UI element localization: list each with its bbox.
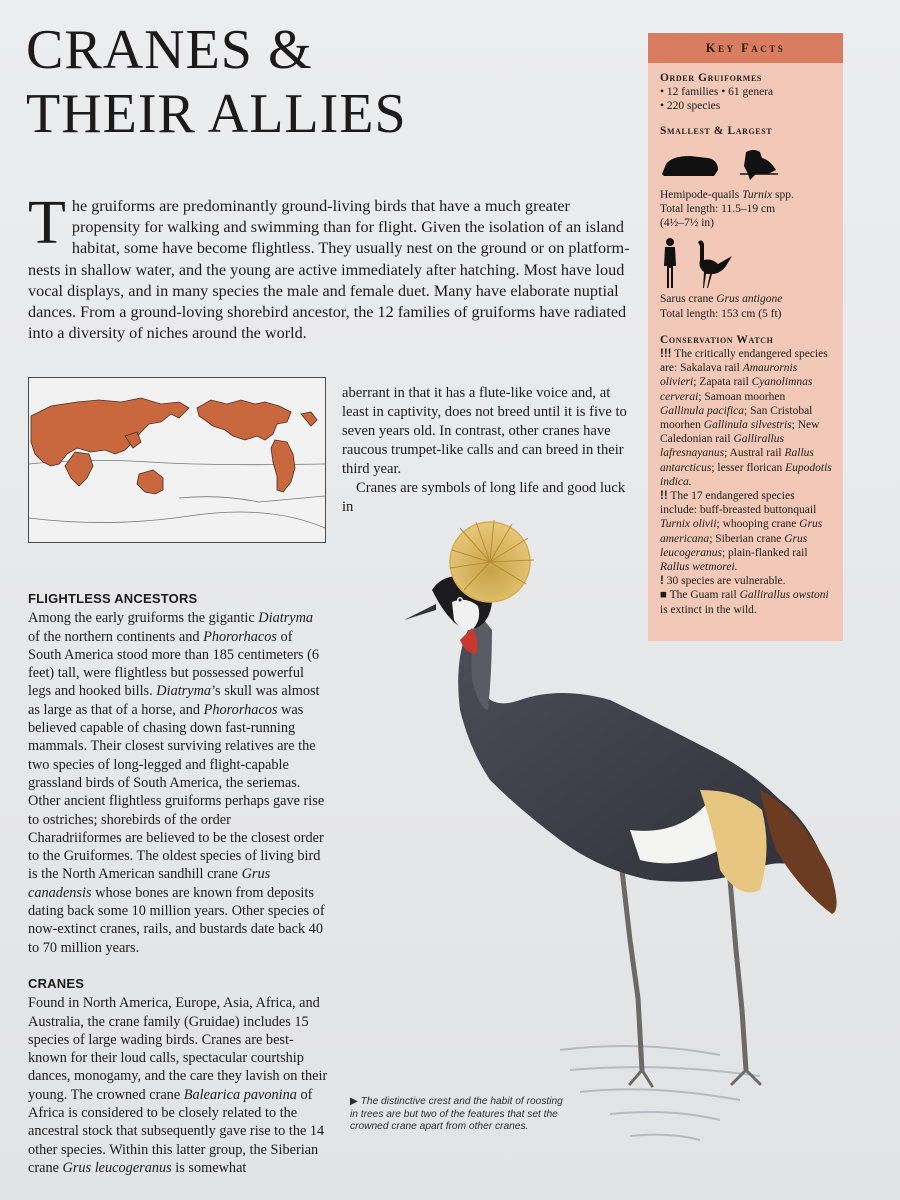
species-name: Balearica pavonina: [183, 1086, 297, 1103]
intro-paragraph: [28, 189, 630, 344]
text-run: of the northern continents and: [28, 628, 204, 645]
text-run: is somewhat: [171, 1159, 247, 1176]
text-run: ; plain-flanked rail: [721, 546, 808, 559]
species-name: Grus canadensis: [28, 866, 271, 901]
text-run: ; lesser florican: [711, 461, 786, 474]
text-run: Among the early gruiforms the gigantic: [28, 610, 259, 627]
species-name: Phororhacos: [203, 628, 277, 645]
smallest-largest-label: Smallest & Largest: [660, 124, 773, 137]
title-line-2: THEIR ALLIES: [26, 83, 407, 145]
page-title: [26, 18, 407, 146]
species-name: Eupodotis indica.: [660, 461, 832, 488]
text-run: ; whooping crane: [716, 518, 800, 531]
text-run: 30 species are vulnerable.: [663, 575, 786, 588]
text-run: Hemipode-quails: [660, 188, 743, 201]
species-name: Rallus antarcticus: [660, 447, 814, 474]
text-run: The Guam rail: [666, 589, 740, 602]
smallest-length: Total length: 11.5–19 cm: [660, 203, 776, 216]
title-line-1: CRANES &: [26, 19, 313, 81]
triangle-pointer-icon: ▶: [350, 1096, 358, 1107]
species-name: Rallus wetmorei.: [660, 561, 738, 574]
species-name: Gallinula silvestris: [703, 419, 792, 432]
text-run: was believed capable of chasing down fast-running mammals. Their closest surviving relatives are the two species of long-legged and flight-capable grassland birds of South America, the seriemas. Other ancient flightless gruiforms perhaps gave rise to ostriches; shorebirds of the order Charadriiformes are believed to be the closest order to the Gruiformes. The oldest species of living bird is the North American sandhill crane: [28, 701, 325, 883]
heading-cranes: CRANES: [28, 975, 85, 991]
species-name: Phororhacos: [203, 701, 278, 718]
species-name: Diatryma: [156, 683, 212, 700]
large-bird-silhouettes: [660, 236, 832, 290]
text-run: whose bones are known from deposits dating back some 10 million years. Other species of now-extinct cranes, rails, and bustards date back 40 to 70 million years.: [28, 884, 325, 956]
square-bullet-icon: ■: [660, 589, 667, 602]
middle-column: [342, 384, 632, 517]
human-and-crane-silhouette-icon: [660, 236, 830, 290]
quail-silhouette-icon: [660, 144, 830, 184]
species-name: Amaurornis olivieri: [660, 362, 798, 389]
smallest-species: [660, 188, 832, 202]
middle-paragraph-1: aberrant in that it has a flute-like voice and, at least in captivity, does not breed until it is five to seven years old. In contrast, other cranes have raucous trumpet-like calls and can breed in their third year.: [342, 385, 627, 477]
largest-length: Total length: 153 cm (5 ft): [660, 307, 782, 320]
crowned-crane-painting: [380, 510, 880, 1190]
text-run: ; Siberian crane: [709, 532, 785, 545]
text-run: is extinct in the wild.: [660, 603, 757, 616]
species-name: Turnix olivii: [660, 518, 717, 531]
caption-text: The distinctive crest and the habit of roosting in trees are but two of the features that set the crowned crane apart from other cranes.: [350, 1096, 563, 1133]
text-run: ; New Caledonian rail: [660, 419, 820, 446]
species-name: Diatryma: [258, 610, 314, 627]
species-name: Turnix: [742, 188, 773, 201]
vulnerable-marker: !: [660, 575, 664, 588]
order-line-2: • 220 species: [660, 100, 721, 113]
left-column: [28, 590, 328, 1195]
largest-species: [660, 292, 832, 306]
illustration-caption: [350, 1096, 570, 1134]
species-name: Grus antigone: [716, 293, 783, 306]
text-run: The 17 endangered species include: buff-breasted buttonquail: [660, 490, 817, 517]
flightless-paragraph: [28, 609, 328, 957]
text-run: The critically endangered species are: Sakalava rail: [660, 348, 828, 375]
text-run: spp.: [772, 188, 794, 201]
text-run: Sarus crane: [660, 293, 717, 306]
conservation-watch-label: Conservation Watch: [660, 333, 774, 346]
text-run: of Africa is considered to be closely related to the ancestral stock that subsequently gave rise to the 14 other species. Within this latter group, the Siberian crane: [28, 1086, 325, 1176]
species-name: Gallirallus owstoni: [739, 589, 829, 602]
order-label: Order Gruiformes: [660, 72, 762, 84]
species-name: Grus americana: [660, 518, 823, 545]
species-name: Cyanolimnas cerverai: [660, 376, 813, 403]
text-run: ; Samoan moorhen: [698, 390, 786, 403]
small-bird-silhouettes: [660, 144, 832, 184]
text-run: of South America stood more than 185 centimeters (6 feet) tall, were flightless but possessed powerful legs and hooked bills.: [28, 628, 320, 700]
water-reflection: [560, 1046, 760, 1140]
critical-marker: !!!: [660, 348, 672, 361]
intro-text: he gruiforms are predominantly ground-living birds that have a much greater propensity for walking and swimming than for flight. Given the isolation of an island habitat, some have become flightless. They usually nest on the ground or on platform-nests in shallow water, and the young are active immediately after hatching. Most have loud vocal displays, and in many species the male and female duet. Many have elaborate nuptial dances. From a ground-loving shorebird ancestor, the 12 families of gruiforms have radiated into a diversity of niches around the world.: [28, 197, 630, 343]
species-name: Grus leucogeranus: [660, 532, 808, 559]
text-run: ; Austral rail: [724, 447, 785, 460]
text-run: ’s skull was almost as large as that of a horse, and: [28, 683, 320, 718]
order-line-1: • 12 families • 61 genera: [660, 86, 774, 99]
species-name: Gallirallus lafresnayanus: [660, 433, 784, 460]
middle-paragraph-2: Cranes are symbols of long life and good luck in: [342, 480, 626, 515]
endangered-marker: !!: [660, 490, 668, 503]
text-run: ; San Cristobal moorhen: [660, 404, 813, 432]
smallest-length-inches: (4½–7½ in): [660, 217, 714, 230]
critically-endangered-item: [660, 347, 832, 489]
key-facts-heading: Key Facts: [648, 33, 843, 63]
world-map-illustration: [29, 378, 325, 542]
crowned-crane-illustration: [380, 510, 880, 1190]
drop-cap: T: [28, 189, 66, 257]
species-name: Gallinula pacifica: [660, 404, 745, 417]
species-name: Grus leucogeranus: [62, 1159, 172, 1176]
cranes-paragraph: [28, 994, 328, 1177]
text-run: Found in North America, Europe, Asia, Africa, and Australia, the crane family (Gruidae) includes 15 species of large wading birds. Cranes are best-known for their loud calls, spectacular courtship dances, monogamy, and the care they lavish on their young. The crowned crane: [28, 995, 328, 1103]
heading-flightless-ancestors: FLIGHTLESS ANCESTORS: [28, 591, 198, 606]
distribution-map: [28, 377, 326, 543]
text-run: ; Zapata rail: [693, 376, 752, 389]
range-shading: [31, 398, 317, 494]
